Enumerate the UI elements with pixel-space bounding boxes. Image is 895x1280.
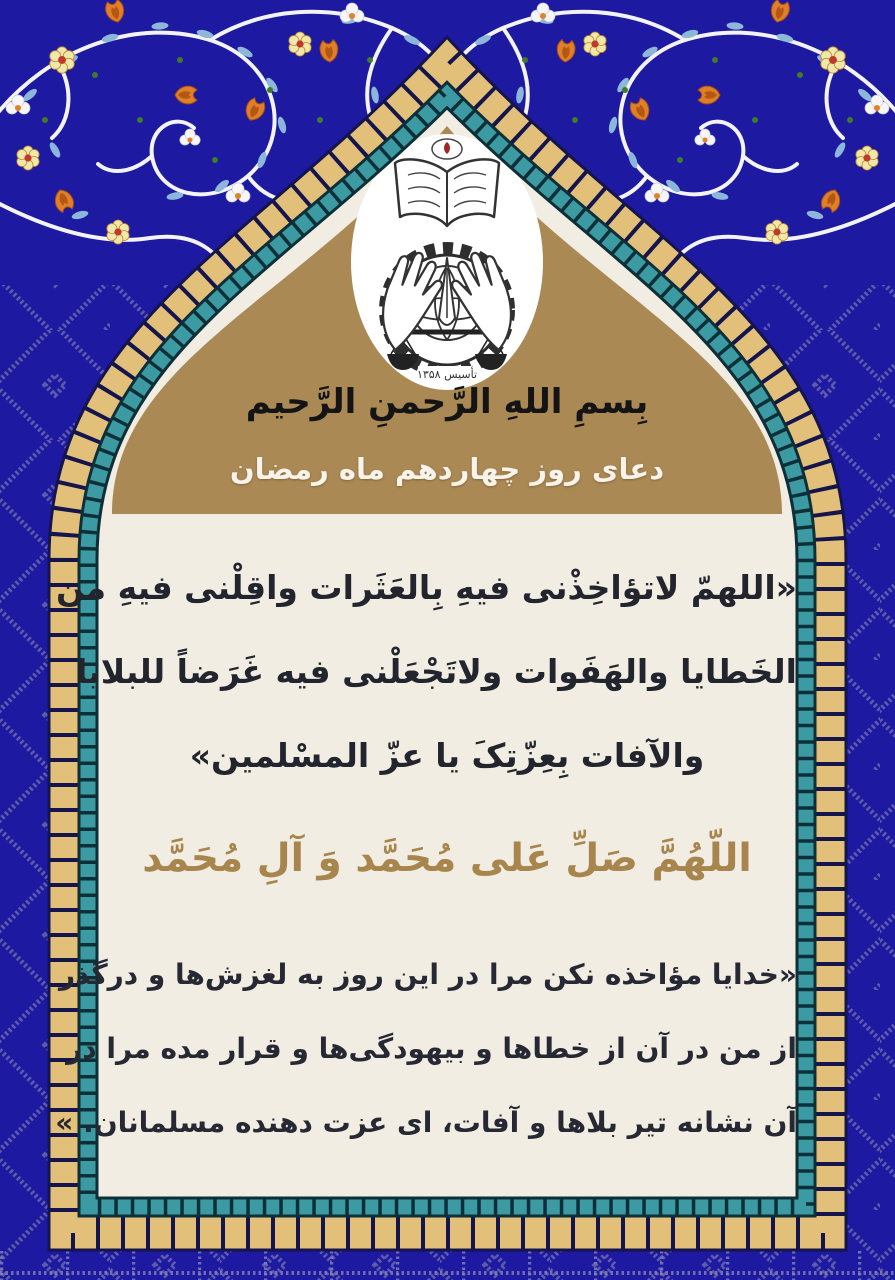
founded-text: تأسیس ۱۳۵۸: [416, 368, 478, 381]
persian-translation: [55, 938, 797, 1160]
arabic-prayer-line-2: الخَطایا والهَفَوات ولاتَجْعَلْنی فیه غَرَضاً للبلایا: [76, 652, 797, 691]
poster-title: دعای روز چهاردهم ماه رمضان: [229, 452, 665, 486]
bismillah-calligraphy: بِسمِ اللهِ الرَّحمنِ الرَّحیم: [245, 382, 649, 422]
arabic-prayer-line-3: والآفات بِعِزّتِکَ یا عزّ المسْلمین»: [189, 736, 705, 775]
persian-translation-line-1: «خدایا مؤاخذه نکن مرا در این روز به لغزش‌ها و درگذر: [59, 958, 797, 991]
salawat-calligraphy: اللّهُمَّ صَلِّ عَلی مُحَمَّد وَ آلِ مُحَمَّد: [142, 836, 752, 881]
persian-translation-line-3: آن نشانه تیر بلاها و آفات، ای عزت دهنده مسلمانان. »: [55, 1106, 797, 1139]
persian-translation-line-2: از من در آن از خطاها و بیهودگی‌ها و قرار مده مرا در: [66, 1032, 797, 1065]
arabic-prayer-line-1: «اللهمّ لاتؤاخِذْنی فیهِ بِالعَثَرات واقِلْنی فیهِ من: [55, 568, 797, 607]
arabic-prayer-text: [55, 546, 797, 798]
